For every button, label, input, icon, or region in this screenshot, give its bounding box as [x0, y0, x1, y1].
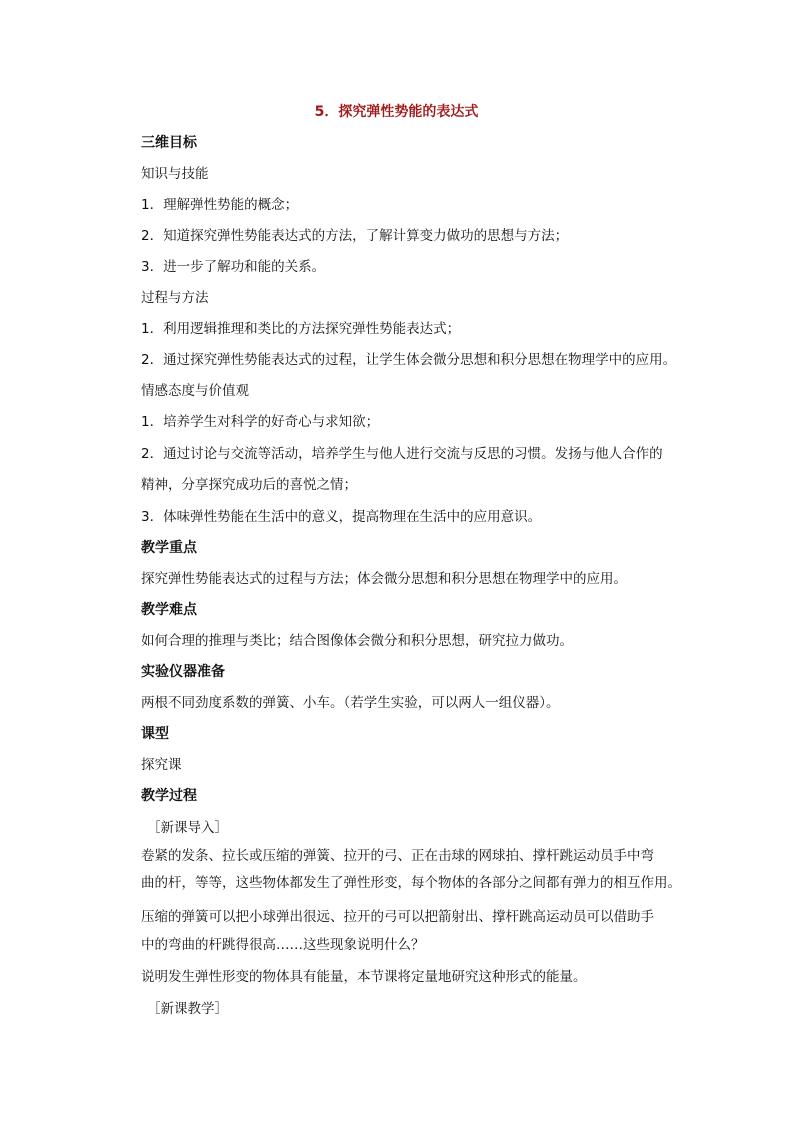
heading-teaching-process: 教学过程	[141, 788, 197, 804]
intro-paragraph-3: 说明发生弹性形变的物体具有能量，本节课将定量地研究这种形式的能量。	[141, 969, 587, 985]
heading-knowledge-skills: 知识与技能	[141, 166, 209, 182]
intro-paragraph-2-line-1: 压缩的弹簧可以把小球弹出很远、拉开的弓可以把箭射出、撑杆跳高运动员可以借助手	[141, 909, 654, 925]
teaching-key-text: 探究弹性势能表达式的过程与方法；体会微分思想和积分思想在物理学中的应用。	[141, 571, 627, 587]
attitude-item-2: 2．通过讨论与交流等活动，培养学生与他人进行交流与反思的习惯。发扬与他人合作的	[141, 446, 663, 462]
heading-process-methods: 过程与方法	[141, 290, 209, 306]
lesson-type-text: 探究课	[141, 757, 182, 773]
attitude-item-2-cont: 精神，分享探究成功后的喜悦之情；	[141, 477, 357, 493]
intro-paragraph-1-line-1: 卷紧的发条、拉长或压缩的弹簧、拉开的弓、正在击球的网球拍、撑杆跳运动员手中弯	[141, 848, 654, 864]
knowledge-item-3: 3．进一步了解功和能的关系。	[141, 259, 326, 275]
teaching-difficulty-text: 如何合理的推理与类比；结合图像体会微分和积分思想，研究拉力做功。	[141, 633, 573, 649]
document-title: 5．探究弹性势能的表达式	[314, 104, 479, 120]
heading-three-goals: 三维目标	[141, 135, 197, 151]
intro-bracket: ［新课导入］	[147, 820, 228, 836]
new-lesson-bracket: ［新课教学］	[147, 1001, 228, 1017]
process-item-2: 2．通过探究弹性势能表达式的过程，让学生体会微分思想和积分思想在物理学中的应用。	[141, 352, 677, 368]
knowledge-item-1: 1．理解弹性势能的概念；	[141, 197, 299, 213]
intro-paragraph-2-line-2: 中的弯曲的杆跳得很高……这些现象说明什么？	[141, 937, 425, 953]
attitude-item-1: 1．培养学生对科学的好奇心与求知欲；	[141, 414, 380, 430]
heading-teaching-difficulty: 教学难点	[141, 602, 197, 618]
process-item-1: 1．利用逻辑推理和类比的方法探究弹性势能表达式；	[141, 321, 461, 337]
heading-equipment: 实验仪器准备	[141, 664, 225, 680]
attitude-item-3: 3．体味弹性势能在生活中的意义，提高物理在生活中的应用意识。	[141, 509, 542, 525]
heading-attitude-values: 情感态度与价值观	[141, 383, 249, 399]
intro-paragraph-1-line-2: 曲的杆，等等，这些物体都发生了弹性形变，每个物体的各部分之间都有弹力的相互作用。	[141, 875, 681, 891]
heading-teaching-key: 教学重点	[141, 540, 197, 556]
heading-lesson-type: 课型	[141, 726, 169, 742]
equipment-text: 两根不同劲度系数的弹簧、小车。（若学生实验，可以两人一组仪器）。	[141, 695, 560, 711]
knowledge-item-2: 2．知道探究弹性势能表达式的方法，了解计算变力做功的思想与方法；	[141, 228, 569, 244]
